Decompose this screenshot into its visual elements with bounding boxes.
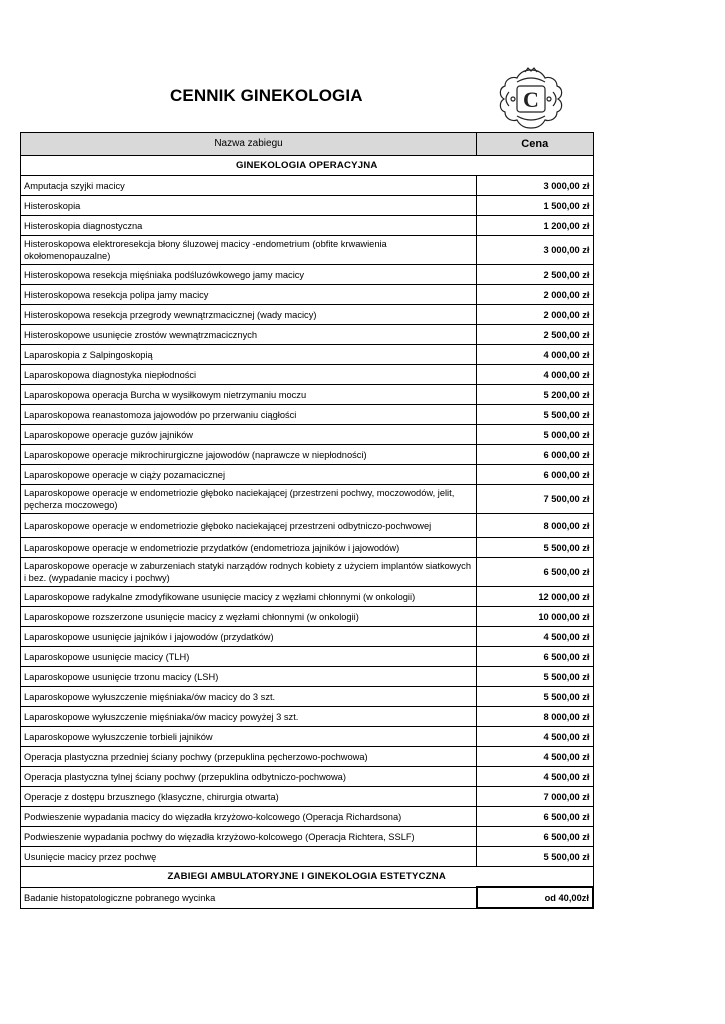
table-row <box>21 425 594 445</box>
procedure-name: Laparoskopowe wyłuszczenie torbieli jajników <box>21 727 477 747</box>
table-row <box>21 827 594 847</box>
procedure-price: 5 500,00 zł <box>477 847 594 867</box>
procedure-price: 5 500,00 zł <box>477 687 594 707</box>
table-row <box>21 627 594 647</box>
table-row <box>21 325 594 345</box>
procedure-name: Laparoskopowa reanastomoza jajowodów po przerwaniu ciągłości <box>21 405 477 425</box>
procedure-price: 1 500,00 zł <box>477 196 594 216</box>
procedure-name: Laparoskopowe operacje w ciąży pozamacicznej <box>21 465 477 485</box>
table-row <box>21 558 594 587</box>
column-header-name: Nazwa zabiegu <box>21 133 477 156</box>
procedure-price: 1 200,00 zł <box>477 216 594 236</box>
procedure-price: 4 500,00 zł <box>477 747 594 767</box>
table-header-row <box>21 133 594 156</box>
table-row <box>21 847 594 867</box>
table-row <box>21 514 594 538</box>
procedure-price: 6 500,00 zł <box>477 647 594 667</box>
table-row <box>21 196 594 216</box>
table-row <box>21 807 594 827</box>
table-row <box>21 216 594 236</box>
table-row <box>21 385 594 405</box>
procedure-name: Laparoskopowe operacje mikrochirurgiczne jajowodów (naprawcze w niepłodności) <box>21 445 477 465</box>
procedure-price: 2 500,00 zł <box>477 325 594 345</box>
procedure-price: 5 500,00 zł <box>477 538 594 558</box>
table-row <box>21 887 594 908</box>
table-row <box>21 236 594 265</box>
table-row <box>21 345 594 365</box>
procedure-price: 5 500,00 zł <box>477 667 594 687</box>
procedure-name: Histeroskopia diagnostyczna <box>21 216 477 236</box>
procedure-price: od 40,00zł <box>477 887 594 908</box>
procedure-name: Laparoskopowa operacja Burcha w wysiłkowym nietrzymaniu moczu <box>21 385 477 405</box>
procedure-price: 4 500,00 zł <box>477 767 594 787</box>
page-title: CENNIK GINEKOLOGIA <box>170 86 363 105</box>
procedure-price: 3 000,00 zł <box>477 236 594 265</box>
procedure-price: 2 000,00 zł <box>477 305 594 325</box>
procedure-price: 6 500,00 zł <box>477 558 594 587</box>
procedure-price: 8 000,00 zł <box>477 514 594 538</box>
procedure-price: 12 000,00 zł <box>477 587 594 607</box>
column-header-price: Cena <box>477 133 594 156</box>
procedure-name: Amputacja szyjki macicy <box>21 176 477 196</box>
procedure-name: Usunięcie macicy przez pochwę <box>21 847 477 867</box>
table-row <box>21 485 594 514</box>
procedure-name: Laparoskopowe usunięcie trzonu macicy (LSH) <box>21 667 477 687</box>
procedure-price: 4 500,00 zł <box>477 627 594 647</box>
procedure-price: 6 000,00 zł <box>477 465 594 485</box>
procedure-price: 6 500,00 zł <box>477 807 594 827</box>
table-row <box>21 727 594 747</box>
procedure-price: 10 000,00 zł <box>477 607 594 627</box>
table-row <box>21 538 594 558</box>
procedure-name: Laparoskopowa diagnostyka niepłodności <box>21 365 477 385</box>
table-row <box>21 767 594 787</box>
procedure-name: Histeroskopowa elektroresekcja błony śluzowej macicy -endometrium (obfite krwawienia okołomenopauzalne) <box>21 236 477 265</box>
procedure-price: 5 500,00 zł <box>477 405 594 425</box>
procedure-name: Operacja plastyczna tylnej ściany pochwy (przepuklina odbytniczo-pochwowa) <box>21 767 477 787</box>
procedure-name: Laparoskopowe operacje w endometriozie przydatków (endometrioza jajników i jajowodów) <box>21 538 477 558</box>
procedure-name: Badanie histopatologiczne pobranego wycinka <box>21 887 477 908</box>
table-row <box>21 176 594 196</box>
table-row <box>21 687 594 707</box>
section-title: ZABIEGI AMBULATORYJNE I GINEKOLOGIA ESTETYCZNA <box>21 867 594 888</box>
procedure-name: Operacja plastyczna przedniej ściany pochwy (przepuklina pęcherzowo-pochwowa) <box>21 747 477 767</box>
procedure-price: 5 000,00 zł <box>477 425 594 445</box>
table-row <box>21 587 594 607</box>
procedure-price: 2 000,00 zł <box>477 285 594 305</box>
procedure-name: Laparoskopowe usunięcie jajników i jajowodów (przydatków) <box>21 627 477 647</box>
price-table <box>20 132 594 909</box>
procedure-price: 6 000,00 zł <box>477 445 594 465</box>
procedure-price: 4 000,00 zł <box>477 365 594 385</box>
procedure-price: 7 500,00 zł <box>477 485 594 514</box>
procedure-name: Laparoskopowe operacje guzów jajników <box>21 425 477 445</box>
clinic-logo-icon <box>495 66 567 132</box>
procedure-name: Laparoskopowe wyłuszczenie mięśniaka/ów macicy do 3 szt. <box>21 687 477 707</box>
procedure-name: Laparoskopowe rozszerzone usunięcie macicy z węzłami chłonnymi (w onkologii) <box>21 607 477 627</box>
table-row <box>21 285 594 305</box>
procedure-name: Laparoskopia z Salpingoskopią <box>21 345 477 365</box>
procedure-name: Operacje z dostępu brzusznego (klasyczne, chirurgia otwarta) <box>21 787 477 807</box>
section-header-row <box>21 156 594 176</box>
procedure-name: Histeroskopowe usunięcie zrostów wewnątrzmacicznych <box>21 325 477 345</box>
procedure-name: Laparoskopowe operacje w zaburzeniach statyki narządów rodnych kobiety z użyciem implantów siatkowych i bez. (wypadanie macicy i pochwy) <box>21 558 477 587</box>
procedure-name: Laparoskopowe usunięcie macicy (TLH) <box>21 647 477 667</box>
procedure-price: 5 200,00 zł <box>477 385 594 405</box>
procedure-price: 6 500,00 zł <box>477 827 594 847</box>
table-row <box>21 445 594 465</box>
table-row <box>21 707 594 727</box>
procedure-name: Laparoskopowe operacje w endometriozie głęboko naciekającej przestrzeni odbytniczo-pochwowej <box>21 514 477 538</box>
procedure-name: Histeroskopowa resekcja przegrody wewnątrzmacicznej (wady macicy) <box>21 305 477 325</box>
section-header-row <box>21 867 594 888</box>
procedure-price: 2 500,00 zł <box>477 265 594 285</box>
section-title: GINEKOLOGIA OPERACYJNA <box>21 156 594 176</box>
table-row <box>21 265 594 285</box>
table-row <box>21 747 594 767</box>
table-row <box>21 365 594 385</box>
procedure-name: Histeroskopowa resekcja mięśniaka podśluzówkowego jamy macicy <box>21 265 477 285</box>
procedure-price: 4 500,00 zł <box>477 727 594 747</box>
procedure-price: 8 000,00 zł <box>477 707 594 727</box>
procedure-name: Laparoskopowe operacje w endometriozie głęboko naciekającej (przestrzeni pochwy, moczowodów, jelit, pęcherza moczowego) <box>21 485 477 514</box>
table-row <box>21 305 594 325</box>
procedure-name: Laparoskopowe radykalne zmodyfikowane usunięcie macicy z węzłami chłonnymi (w onkologii) <box>21 587 477 607</box>
procedure-price: 7 000,00 zł <box>477 787 594 807</box>
procedure-name: Histeroskopia <box>21 196 477 216</box>
table-row <box>21 607 594 627</box>
procedure-name: Histeroskopowa resekcja polipa jamy macicy <box>21 285 477 305</box>
table-row <box>21 647 594 667</box>
procedure-price: 4 000,00 zł <box>477 345 594 365</box>
procedure-name: Podwieszenie wypadania macicy do więzadła krzyżowo-kolcowego (Operacja Richardsona) <box>21 807 477 827</box>
procedure-name: Laparoskopowe wyłuszczenie mięśniaka/ów macicy powyżej 3 szt. <box>21 707 477 727</box>
table-row <box>21 787 594 807</box>
procedure-price: 3 000,00 zł <box>477 176 594 196</box>
logo-letter: C <box>523 87 539 112</box>
table-row <box>21 465 594 485</box>
procedure-name: Podwieszenie wypadania pochwy do więzadła krzyżowo-kolcowego (Operacja Richtera, SSLF) <box>21 827 477 847</box>
table-row <box>21 405 594 425</box>
table-row <box>21 667 594 687</box>
